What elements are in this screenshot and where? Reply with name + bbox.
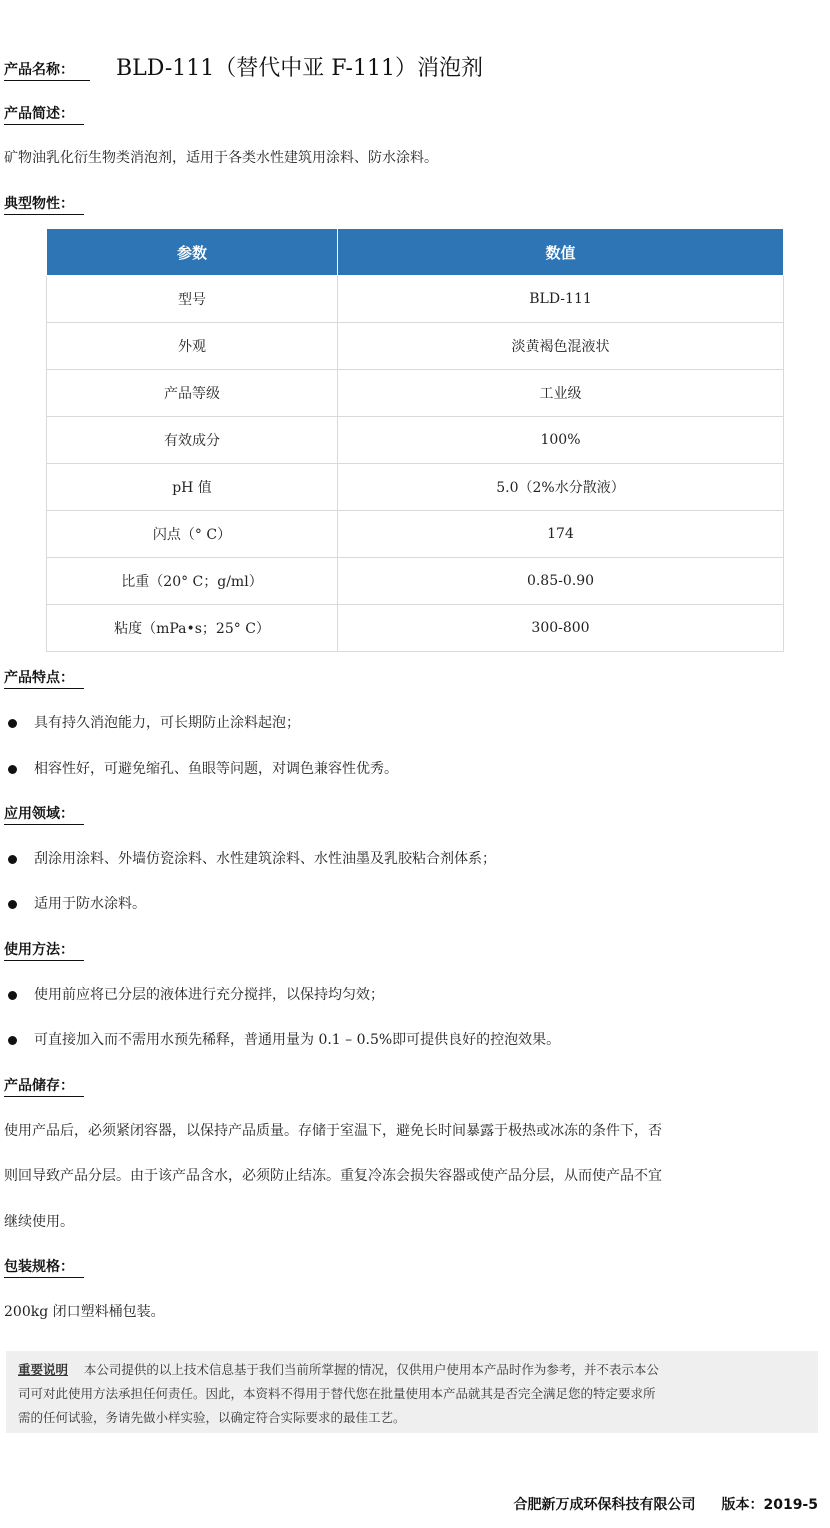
list-item-text: 适用于防水涂料。 (34, 896, 146, 912)
disclaimer-box (6, 1351, 818, 1433)
footer (513, 1494, 818, 1514)
disclaimer-line (18, 1358, 808, 1382)
parameter-cell: 型号 (47, 276, 338, 323)
list-item-text: 相容性好，可避免缩孔、鱼眼等问题，对调色兼容性优秀。 (34, 761, 398, 777)
bullet-icon (8, 991, 17, 1000)
packaging-heading: 包装规格： (4, 1257, 84, 1278)
list-item-text: 刮涂用涂料、外墙仿瓷涂料、水性建筑涂料、水性油墨及乳胶粘合剂体系； (34, 851, 496, 867)
storage-text-line: 则回导致产品分层。由于该产品含水，必须防止结冻。重复冷冻会损失容器或使产品分层，从而使产品不宜 (4, 1168, 662, 1184)
list-item (4, 713, 804, 733)
list-item (4, 1030, 804, 1050)
parameter-cell: 粘度（mPa•s；25° C） (47, 605, 338, 652)
value-cell: 174 (338, 511, 784, 558)
list-item (4, 849, 804, 869)
list-item-text: 可直接加入而不需用水预先稀释，普通用量为 0.1 – 0.5%即可提供良好的控泡效果。 (34, 1032, 561, 1048)
storage-text-line: 继续使用。 (4, 1214, 74, 1230)
bullet-icon (8, 855, 17, 864)
features-heading: 产品特点： (4, 668, 84, 689)
list-item (4, 759, 804, 779)
disclaimer-text: 本公司提供的以上技术信息基于我们当前所掌握的情况，仅供用户使用本产品时作为参考，并不表示本公 (83, 1362, 659, 1377)
parameter-cell: 有效成分 (47, 417, 338, 464)
list-item-text: 具有持久消泡能力，可长期防止涂料起泡； (34, 715, 300, 731)
table-row (47, 605, 784, 652)
parameter-cell: pH 值 (47, 464, 338, 511)
table-row (47, 558, 784, 605)
table-row (47, 276, 784, 323)
table-row (47, 323, 784, 370)
footer-version: 版本：2019-5 (721, 1497, 818, 1513)
description-heading: 产品简述： (4, 104, 84, 125)
table-row (47, 464, 784, 511)
table-row (47, 370, 784, 417)
product-name-title: BLD-111（替代中亚 F-111）消泡剂 (116, 56, 483, 81)
usage-heading: 使用方法： (4, 940, 84, 961)
table-row (47, 511, 784, 558)
parameter-cell: 产品等级 (47, 370, 338, 417)
properties-table-header (47, 229, 784, 276)
value-cell: 100% (338, 417, 784, 464)
disclaimer-label: 重要说明 (18, 1362, 69, 1377)
storage-text-line: 使用产品后，必须紧闭容器，以保持产品质量。存储于室温下，避免长时间暴露于极热或冰冻的条件下，否 (4, 1123, 662, 1139)
footer-company: 合肥新万成环保科技有限公司 (513, 1497, 696, 1513)
value-cell: 工业级 (338, 370, 784, 417)
bullet-icon (8, 719, 17, 728)
disclaimer-line: 需的任何试验，务请先做小样实验，以确定符合实际要求的最佳工艺。 (18, 1410, 406, 1425)
bullet-icon (8, 765, 17, 774)
storage-heading: 产品储存： (4, 1076, 84, 1097)
column-header-parameter: 参数 (47, 229, 338, 276)
value-cell: 300-800 (338, 605, 784, 652)
product-name-label: 产品名称： (4, 60, 90, 81)
list-item (4, 894, 804, 914)
value-cell: 0.85-0.90 (338, 558, 784, 605)
list-item-text: 使用前应将已分层的液体进行充分搅拌，以保持均匀效； (34, 987, 384, 1003)
parameter-cell: 闪点（° C） (47, 511, 338, 558)
table-row (47, 417, 784, 464)
bullet-icon (8, 900, 17, 909)
applications-heading: 应用领域： (4, 804, 84, 825)
value-cell: 5.0（2%水分散液） (338, 464, 784, 511)
value-cell: BLD-111 (338, 276, 784, 323)
bullet-icon (8, 1036, 17, 1045)
value-cell: 淡黄褐色混液状 (338, 323, 784, 370)
description-text: 矿物油乳化衍生物类消泡剂，适用于各类水性建筑用涂料、防水涂料。 (4, 150, 438, 166)
parameter-cell: 外观 (47, 323, 338, 370)
column-header-value: 数值 (338, 229, 784, 276)
parameter-cell: 比重（20° C；g/ml） (47, 558, 338, 605)
properties-heading: 典型物性： (4, 194, 84, 215)
packaging-text: 200kg 闭口塑料桶包装。 (4, 1304, 165, 1320)
properties-table (46, 228, 784, 652)
disclaimer-line: 司可对此使用方法承担任何责任。因此，本资料不得用于替代您在批量使用本产品就其是否完全满足您的特定要求所 (18, 1386, 656, 1401)
list-item (4, 985, 804, 1005)
